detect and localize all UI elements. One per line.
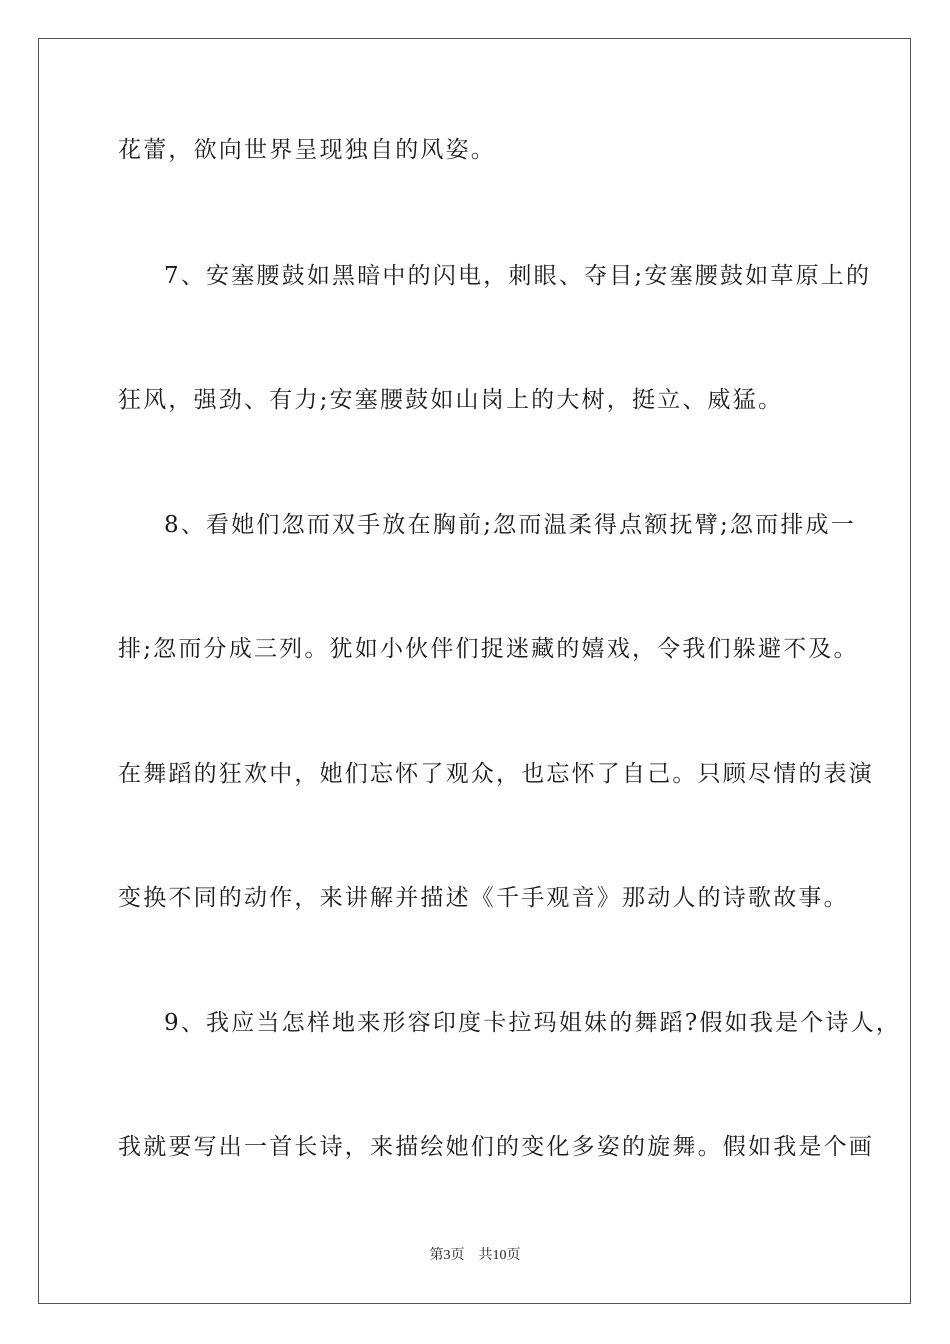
page-total: 共10页 [478, 1248, 521, 1263]
body-text-line: 在舞蹈的狂欢中，她们忘怀了观众，也忘怀了自己。只顾尽情的表演 [118, 761, 874, 787]
body-text-line: 7、安塞腰鼓如黑暗中的闪电，刺眼、夺目;安塞腰鼓如草原上的 [164, 263, 872, 289]
body-text-line: 狂风，强劲、有力;安塞腰鼓如山岗上的大树，挺立、威猛。 [118, 387, 784, 413]
page-border [38, 38, 911, 1304]
body-text-line: 花蕾，欲向世界呈现独自的风姿。 [118, 137, 496, 163]
body-text-line: 变换不同的动作，来讲解并描述《千手观音》那动人的诗歌故事。 [118, 885, 849, 911]
body-text-line: 9、我应当怎样地来形容印度卡拉玛姐妹的舞蹈?假如我是个诗人， [164, 1010, 901, 1036]
body-text-line: 排;忽而分成三列。犹如小伙伴们捉迷藏的嬉戏，令我们躲避不及。 [118, 636, 859, 662]
page-footer [0, 1247, 950, 1265]
body-text-line: 我就要写出一首长诗，来描绘她们的变化多姿的旋舞。假如我是个画 [118, 1134, 874, 1160]
page-number: 第3页 [429, 1248, 465, 1263]
body-text-line: 8、看她们忽而双手放在胸前;忽而温柔得点额抚臂;忽而排成一 [164, 512, 856, 538]
